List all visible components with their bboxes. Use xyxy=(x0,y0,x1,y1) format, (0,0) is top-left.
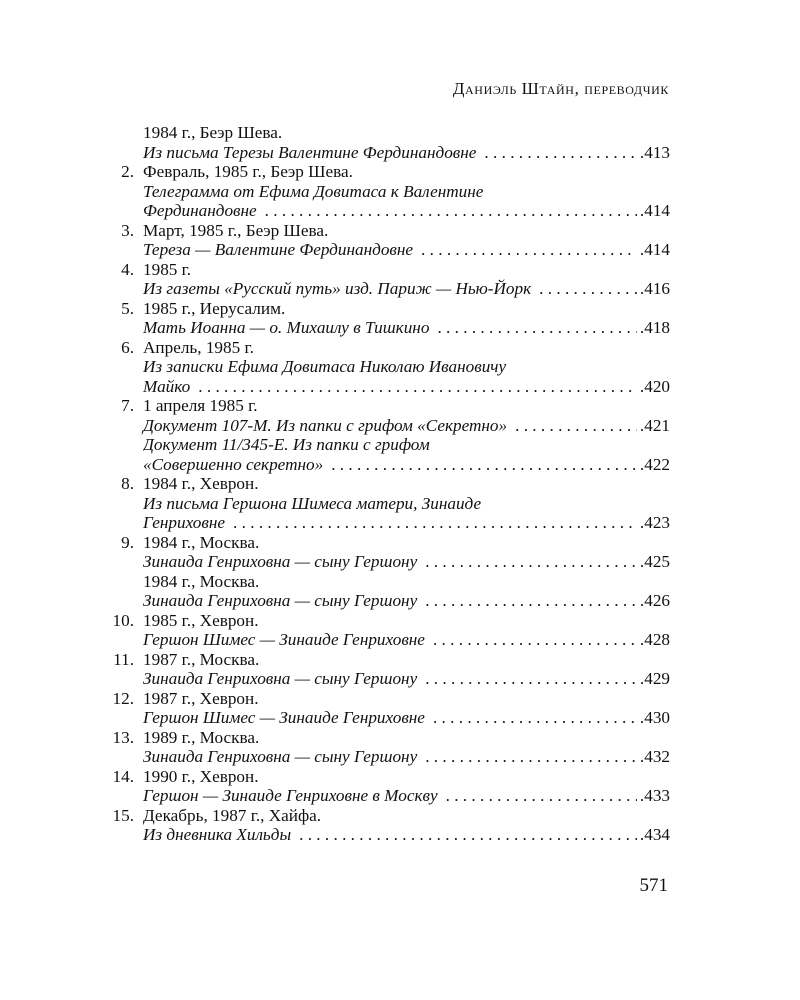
dot-leader xyxy=(425,747,637,767)
toc-date-place: 1984 г., Беэр Шева. xyxy=(143,123,283,142)
toc-entry[interactable] xyxy=(143,630,670,650)
toc-entry-title: Из письма Терезы Валентине Фердинандовне xyxy=(143,142,477,162)
toc-line xyxy=(0,806,800,826)
toc-page-ref: .428 xyxy=(639,630,670,649)
toc-entry-title: «Совершенно секретно» xyxy=(143,454,324,474)
toc-entry-title: Гершон — Зинаиде Генриховне в Москву xyxy=(143,786,438,805)
toc-line xyxy=(0,513,800,533)
dot-leader xyxy=(265,201,637,221)
toc-date-place: 1984 г., Москва. xyxy=(143,532,260,552)
toc-line xyxy=(0,455,800,475)
toc-date-place: 1985 г., Иерусалим. xyxy=(143,298,286,318)
toc-date-place: 1987 г., Москва. xyxy=(143,649,260,669)
toc-entry[interactable] xyxy=(143,416,670,436)
dot-leader xyxy=(515,416,637,436)
toc-entry[interactable] xyxy=(143,240,670,260)
toc-line xyxy=(0,474,800,494)
toc-line xyxy=(0,240,800,260)
toc-line xyxy=(0,143,800,163)
toc-entry[interactable] xyxy=(143,455,670,475)
toc-line xyxy=(0,825,800,845)
toc-entry-title: Майко xyxy=(143,376,191,396)
toc-line xyxy=(0,260,800,280)
toc-entry[interactable] xyxy=(143,143,670,163)
toc-line xyxy=(0,728,800,748)
toc-line xyxy=(0,299,800,319)
toc-entry[interactable] xyxy=(143,318,670,338)
toc-line xyxy=(0,786,800,806)
toc-date-place: Февраль, 1985 г., Беэр Шева. xyxy=(143,162,353,181)
toc-page-ref: .416 xyxy=(639,279,670,298)
toc-entry[interactable] xyxy=(143,279,670,299)
toc-entry-title: Зинаида Генриховна — сыну Гершону xyxy=(143,747,418,766)
toc-chapter-number: 13. xyxy=(112,727,134,747)
toc-entry-title: Документ 107-М. Из папки с грифом «Секретно» xyxy=(143,415,508,435)
toc-entry[interactable] xyxy=(143,591,670,611)
toc-line xyxy=(0,494,800,514)
toc-chapter-number: 6. xyxy=(121,337,134,357)
toc-chapter-number: 2. xyxy=(121,162,134,181)
dot-leader xyxy=(299,825,637,845)
toc-entry[interactable] xyxy=(143,377,670,397)
toc-chapter-number: 8. xyxy=(121,474,134,493)
toc-entry[interactable] xyxy=(143,825,670,845)
toc-entry-title: Из газеты «Русский путь» изд. Париж — Нью-Йорк xyxy=(143,279,532,298)
dot-leader xyxy=(233,513,637,533)
toc-page-ref: .423 xyxy=(639,513,670,532)
toc-line xyxy=(0,396,800,416)
toc-date-place: 1985 г., Хеврон. xyxy=(143,610,259,630)
dot-leader xyxy=(421,240,637,260)
toc-entry[interactable] xyxy=(143,786,670,806)
toc-chapter-number: 11. xyxy=(113,649,134,669)
dot-leader xyxy=(484,143,637,163)
toc-entry[interactable] xyxy=(143,747,670,767)
toc-entry-title: Гершон Шимес — Зинаиде Генриховне xyxy=(143,630,425,649)
toc-date-place: Март, 1985 г., Беэр Шева. xyxy=(143,220,329,240)
dot-leader xyxy=(331,455,637,475)
toc-chapter-number: 15. xyxy=(112,805,134,825)
toc-date-place: 1984 г., Хеврон. xyxy=(143,474,259,493)
toc-line xyxy=(0,572,800,592)
toc-page-ref: .422 xyxy=(639,454,670,474)
dot-leader xyxy=(198,377,637,397)
table-of-contents xyxy=(0,123,800,845)
toc-chapter-number: 14. xyxy=(112,766,134,786)
toc-chapter-number: 3. xyxy=(121,220,134,240)
toc-page-ref: .432 xyxy=(639,747,670,766)
toc-page-ref: .421 xyxy=(639,415,670,435)
toc-date-place: Декабрь, 1987 г., Хайфа. xyxy=(143,805,322,825)
toc-line xyxy=(0,650,800,670)
toc-entry-title: Зинаида Генриховна — сыну Гершону xyxy=(143,669,418,688)
toc-page-ref: .414 xyxy=(639,240,670,259)
toc-entry-title: Телеграмма от Ефима Довитаса к Валентине xyxy=(143,181,484,201)
toc-date-place: 1989 г., Москва. xyxy=(143,727,260,747)
toc-date-place: 1984 г., Москва. xyxy=(143,571,260,591)
toc-line xyxy=(0,435,800,455)
toc-line xyxy=(0,689,800,709)
toc-date-place: 1 апреля 1985 г. xyxy=(143,396,258,415)
toc-line xyxy=(0,669,800,689)
toc-line xyxy=(0,630,800,650)
toc-page-ref: .413 xyxy=(639,142,670,162)
toc-line xyxy=(0,708,800,728)
toc-entry-title: Из письма Гершона Шимеса матери, Зинаиде xyxy=(143,493,482,513)
toc-chapter-number: 12. xyxy=(112,688,134,708)
toc-entry-title: Гершон Шимес — Зинаиде Генриховне xyxy=(143,708,425,727)
toc-entry-title: Документ 11/345-Е. Из папки с грифом xyxy=(143,435,430,454)
toc-entry-title: Зинаида Генриховна — сыну Гершону xyxy=(143,591,418,610)
toc-entry-title: Из дневника Хильды xyxy=(143,825,292,844)
toc-line xyxy=(0,767,800,787)
toc-line xyxy=(0,747,800,767)
toc-entry[interactable] xyxy=(143,552,670,572)
toc-entry[interactable] xyxy=(143,669,670,689)
toc-line xyxy=(0,377,800,397)
toc-chapter-number: 4. xyxy=(121,259,134,279)
dot-leader xyxy=(446,786,637,806)
toc-line xyxy=(0,279,800,299)
toc-line xyxy=(0,416,800,436)
toc-line xyxy=(0,611,800,631)
toc-page-ref: .434 xyxy=(639,825,670,844)
toc-line xyxy=(0,318,800,338)
page-number: 571 xyxy=(639,875,668,896)
toc-date-place: 1990 г., Хеврон. xyxy=(143,766,259,786)
toc-date-place: 1987 г., Хеврон. xyxy=(143,688,259,708)
dot-leader xyxy=(437,318,636,338)
toc-line xyxy=(0,338,800,358)
toc-page-ref: .430 xyxy=(639,708,670,727)
toc-chapter-number: 9. xyxy=(121,532,134,552)
toc-entry-title: Фердинандовне xyxy=(143,201,257,220)
toc-date-place: Апрель, 1985 г. xyxy=(143,337,254,357)
toc-line xyxy=(0,552,800,572)
toc-entry[interactable] xyxy=(143,201,670,221)
toc-page-ref: .429 xyxy=(639,669,670,688)
toc-entry[interactable] xyxy=(143,513,670,533)
dot-leader xyxy=(425,669,637,689)
toc-entry-title: Из записки Ефима Довитаса Николаю Ивановичу xyxy=(143,357,507,376)
dot-leader xyxy=(539,279,637,299)
dot-leader xyxy=(433,630,637,650)
toc-date-place: 1985 г. xyxy=(143,259,192,279)
toc-page-ref: .418 xyxy=(639,318,670,337)
toc-line xyxy=(0,182,800,202)
toc-line xyxy=(0,533,800,553)
toc-line xyxy=(0,201,800,221)
toc-page-ref: .433 xyxy=(639,786,670,805)
toc-chapter-number: 5. xyxy=(121,298,134,318)
toc-line xyxy=(0,357,800,377)
toc-page-ref: .426 xyxy=(639,591,670,610)
toc-chapter-number: 7. xyxy=(121,396,134,415)
dot-leader xyxy=(433,708,637,728)
toc-line xyxy=(0,123,800,143)
toc-page-ref: .420 xyxy=(639,376,670,396)
toc-page-ref: .425 xyxy=(639,552,670,571)
toc-entry-title: Генриховне xyxy=(143,513,226,532)
toc-line xyxy=(0,221,800,241)
dot-leader xyxy=(425,591,637,611)
toc-page-ref: .414 xyxy=(639,201,670,220)
toc-entry-title: Тереза — Валентине Фердинандовне xyxy=(143,240,414,259)
dot-leader xyxy=(425,552,637,572)
toc-line xyxy=(0,591,800,611)
running-head: Даниэль Штайн, переводчик xyxy=(452,79,669,98)
toc-entry[interactable] xyxy=(143,708,670,728)
toc-entry-title: Мать Иоанна — о. Михаилу в Тишкино xyxy=(143,318,430,337)
toc-line xyxy=(0,162,800,182)
toc-chapter-number: 10. xyxy=(112,610,134,630)
toc-entry-title: Зинаида Генриховна — сыну Гершону xyxy=(143,552,418,571)
